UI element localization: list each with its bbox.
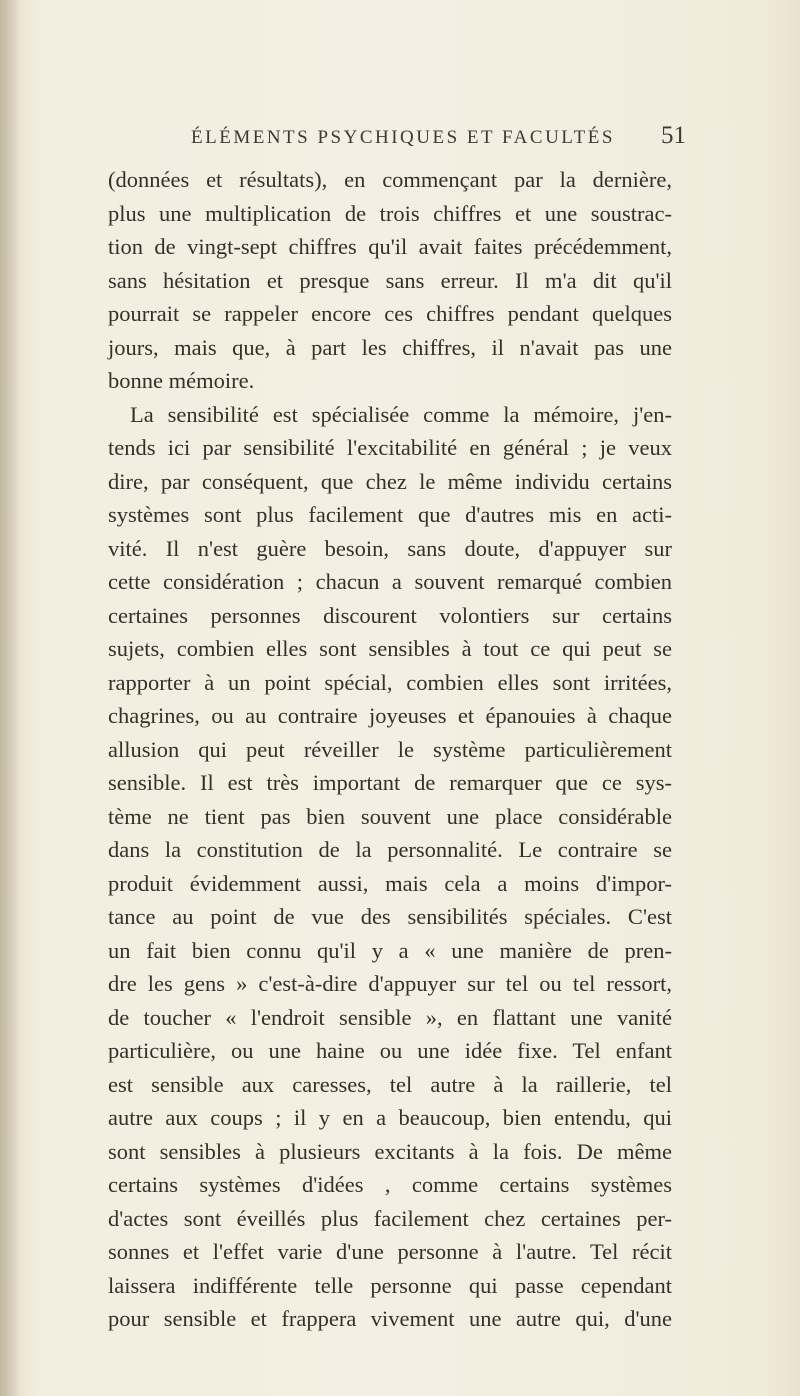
text-line: est sensible aux caresses, tel autre à la raillerie, tel xyxy=(108,1071,672,1097)
text-line: dre les gens » c'est-à-dire d'appuyer sur tel ou tel ressort, xyxy=(108,971,672,996)
text-line: jours, mais que, à part les chiffres, il n'avait pas une xyxy=(108,334,672,360)
text-line: dire, par conséquent, que chez le même individu certains xyxy=(108,468,672,494)
text-line: sont sensibles à plusieurs excitants à la fois. De même xyxy=(108,1138,672,1164)
text-line: sonnes et l'effet varie d'une personne à l'autre. Tel récit xyxy=(108,1239,672,1264)
text-line: particulière, ou une haine ou une idée fixe. Tel enfant xyxy=(108,1038,672,1063)
text-line: tends ici par sensibilité l'excitabilité en général ; je veux xyxy=(108,435,672,460)
text-line: tème ne tient pas bien souvent une place considérable xyxy=(108,803,672,829)
text-line: sans hésitation et presque sans erreur. Il m'a dit qu'il xyxy=(108,267,672,293)
text-line: cette considération ; chacun a souvent remarqué combien xyxy=(108,569,672,594)
text-line: plus une multiplication de trois chiffres et une soustrac- xyxy=(108,200,672,226)
text-line: tion de vingt-sept chiffres qu'il avait faites précédemment, xyxy=(108,234,672,259)
text-line: certaines personnes discourent volontiers sur certains xyxy=(108,602,672,628)
spine-shadow xyxy=(0,0,22,1396)
text-line: certains systèmes d'idées , comme certains systèmes xyxy=(108,1172,672,1197)
text-line: bonne mémoire. xyxy=(108,368,255,393)
text-line: un fait bien connu qu'il y a « une manière de pren- xyxy=(108,937,672,963)
text-line: pour sensible et frappera vivement une autre qui, d'une xyxy=(108,1306,672,1331)
text-line: autre aux coups ; il y en a beaucoup, bien entendu, qui xyxy=(108,1105,672,1130)
text-line: (données et résultats), en commençant par la dernière, xyxy=(108,167,672,192)
body-text xyxy=(108,163,672,1336)
text-line: rapporter à un point spécial, combien elles sont irritées, xyxy=(108,669,672,695)
text-line: de toucher « l'endroit sensible », en flattant une vanité xyxy=(108,1004,672,1030)
text-line: dans la constitution de la personnalité. Le contraire se xyxy=(108,837,672,862)
text-line: laissera indifférente telle personne qui passe cependant xyxy=(108,1272,672,1298)
page-number: 51 xyxy=(661,122,686,149)
text-line: sujets, combien elles sont sensibles à tout ce qui peut se xyxy=(108,636,672,661)
text-line: tance au point de vue des sensibilités spéciales. C'est xyxy=(108,904,672,929)
text-line: sensible. Il est très important de remarquer que ce sys- xyxy=(108,770,672,795)
text-line: allusion qui peut réveiller le système particulièrement xyxy=(108,736,672,762)
running-title: ÉLÉMENTS PSYCHIQUES ET FACULTÉS xyxy=(191,127,615,148)
text-line: vité. Il n'est guère besoin, sans doute, d'appuyer sur xyxy=(108,535,672,561)
paragraph-start-line: La sensibilité est spécialisée comme la mémoire, j'en- xyxy=(130,401,672,427)
text-line: chagrines, ou au contraire joyeuses et épanouies à chaque xyxy=(108,703,672,728)
text-line: d'actes sont éveillés plus facilement chez certaines per- xyxy=(108,1205,672,1231)
text-line: pourrait se rappeler encore ces chiffres pendant quelques xyxy=(108,301,672,326)
text-line: produit évidemment aussi, mais cela a moins d'impor- xyxy=(108,870,672,896)
text-line: systèmes sont plus facilement que d'autres mis en acti- xyxy=(108,502,672,527)
